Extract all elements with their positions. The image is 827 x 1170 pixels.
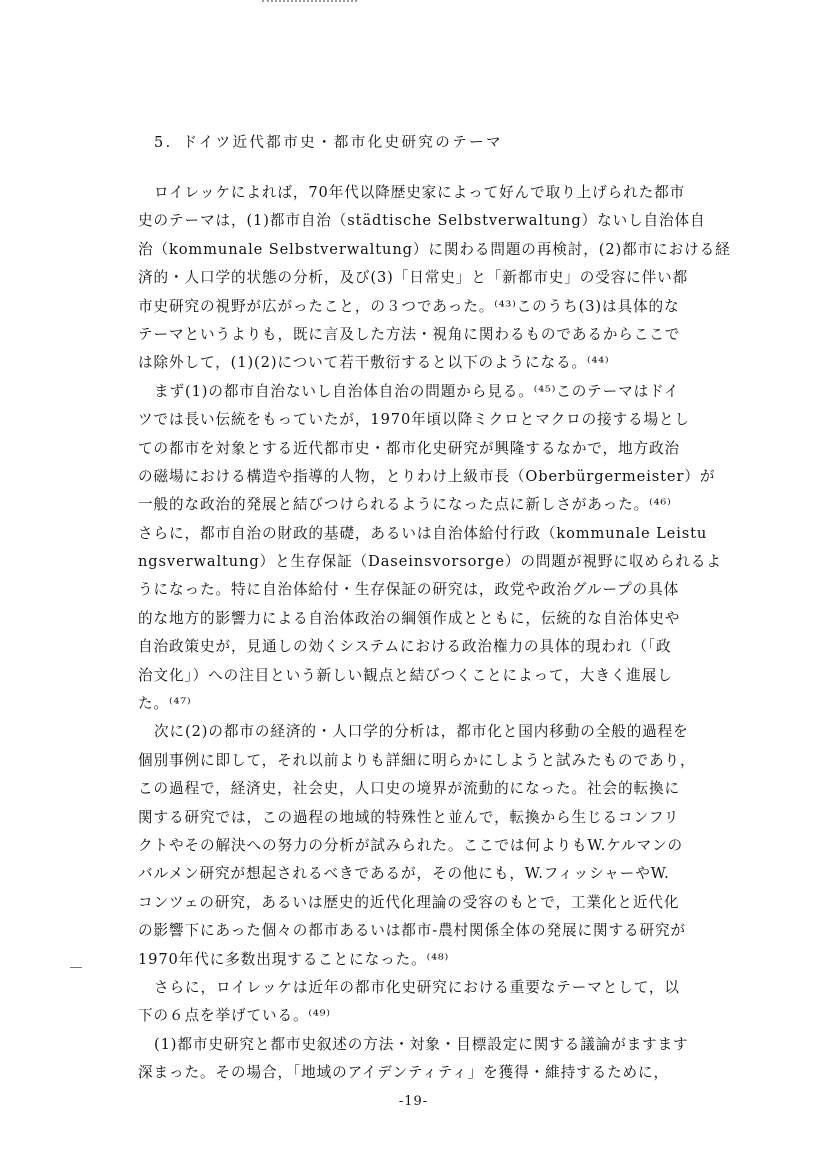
body-text — [138, 179, 758, 1088]
text-line: 深まった。その場合，「地域のアイデンティティ」を獲得・維持するために， — [138, 1064, 670, 1082]
text-line: さらに，ロイレッケは近年の都市化史研究における重要なテーマとして，以 — [154, 978, 680, 996]
text-line: 1970年代に多数出現することになった。⁽⁴⁸⁾ — [138, 950, 450, 968]
text-line: 自治政策史が，見通しの効くシステムにおける政治権力の具体的現われ（「政 — [138, 638, 672, 656]
text-line: 治文化」）への注目という新しい観点と結びつくことによって，大きく進展し — [138, 666, 673, 684]
text-line: た。⁽⁴⁷⁾ — [138, 695, 192, 713]
section-heading: 5．ドイツ近代都市史・都市化史研究のテーマ — [154, 135, 503, 151]
text-line: さらに，都市自治の財政的基礎，あるいは自治体給付行政（kommunale Leistu — [138, 524, 708, 542]
text-line: コンツェの研究，あるいは歴史的近代化理論の受容のもとで，工業化と近代化 — [138, 893, 680, 911]
text-line: 史のテーマは，(1)都市自治（städtische Selbstverwaltung）ないし自治体自 — [138, 212, 706, 230]
text-line: の磁場における構造や指導的人物，とりわけ上級市長（Oberbürgermeister）が — [138, 467, 716, 485]
text-line: 治（kommunale Selbstverwaltung）に関わる問題の再検討，(2)都市における経 — [138, 240, 731, 258]
text-line: 個別事例に即して，それ以前よりも詳細に明らかにしようと試みたものであり， — [138, 751, 696, 769]
text-line: 済的・人口学的状態の分析，及び(3)「日常史」と「新都市史」の受容に伴い都 — [138, 269, 689, 287]
text-line: の影響下にあった個々の都市あるいは都市-農村関係全体の発展に関する研究が — [138, 922, 686, 940]
text-line: は除外して，(1)(2)について若干敷衍すると以下のようになる。⁽⁴⁴⁾ — [138, 354, 610, 372]
text-line: ngsverwaltung）と生存保証（Daseinsvorsorge）の問題が視野に収められるよ — [138, 553, 722, 571]
scan-artifact-dots — [262, 0, 357, 10]
text-line: この過程で，経済史，社会史，人口史の境界が流動的になった。社会的転換に — [138, 780, 680, 798]
text-line: ロイレッケによれば，70年代以降歴史家によって好んで取り上げられた都市 — [154, 184, 686, 201]
text-line: 市史研究の視野が広がったこと，の３つであった。⁽⁴³⁾このうち(3)は具体的な — [138, 297, 680, 315]
text-line: クトやその解決への努力の分析が試みられた。ここでは何よりもW.ケルマンの — [138, 836, 683, 854]
text-line: 関する研究では，この過程の地域的特殊性と並んで，転換から生じるコンフリ — [138, 808, 680, 826]
text-line: テーマというよりも，既に言及した方法・視角に関わるものであるからここで — [138, 325, 681, 343]
text-line: ツでは長い伝統をもっていたが，1970年頃以降ミクロとマクロの接する場とし — [138, 411, 691, 429]
text-line: まず(1)の都市自治ないし自治体自治の問題から見る。⁽⁴⁵⁾このテーマはドイ — [154, 382, 680, 400]
text-line: 次に(2)の都市の経済的・人口学的分析は，都市化と国内移動の全般的過程を — [154, 723, 689, 741]
text-line: 的な地方的影響力による自治体政治の綱領作成とともに，伝統的な自治体史や — [138, 609, 681, 627]
page-number: -19- — [398, 1094, 429, 1109]
text-line: (1)都市史研究と都市史叙述の方法・対象・目標設定に関する議論がますます — [154, 1035, 689, 1053]
text-line: うになった。特に自治体給付・生存保証の研究は，政党や政治グループの具体 — [138, 581, 680, 599]
text-line: 一般的な政治的発展と結びつけられるようになった点に新しさがあった。⁽⁴⁶⁾ — [138, 496, 672, 514]
margin-mark — [70, 967, 82, 968]
text-line: 下の６点を挙げている。⁽⁴⁹⁾ — [138, 1007, 331, 1025]
text-line: バルメン研究が想起されるべきであるが，その他にも，W.フィッシャーやW. — [138, 865, 670, 883]
text-line: ての都市を対象とする近代都市史・都市化史研究が興隆するなかで，地方政治 — [138, 439, 680, 457]
